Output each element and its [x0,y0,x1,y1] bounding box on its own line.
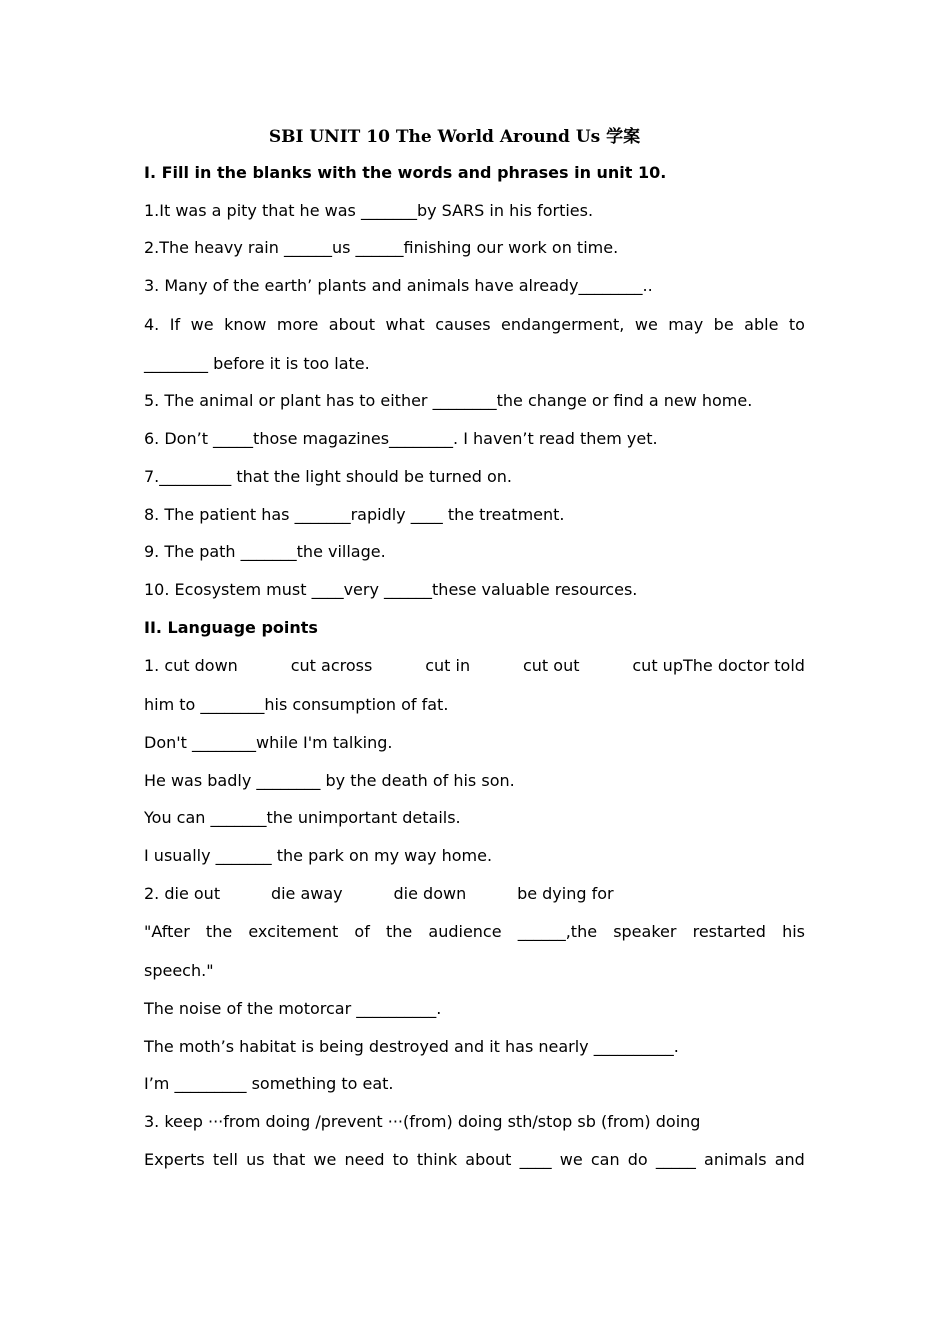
point-1-sentence: I usually _______ the park on my way home. [144,846,493,865]
question-9: 9. The path _______the village. [144,542,386,562]
point-2-sentence: The noise of the motorcar __________. [144,999,442,1019]
section-1-heading: I. Fill in the blanks with the words and phrases in unit 10. [144,163,667,182]
point-2-sentence-justified: "After the excitement of the audience ______,the speaker restarted his [144,922,805,942]
section-2-heading: II. Language points [144,617,318,637]
question-6: 6. Don’t _____those magazines________. I haven’t read them yet. [144,429,658,449]
point-2-sentence: The moth’s habitat is being destroyed and it has nearly __________. [144,1036,679,1056]
question-2: 2.The heavy rain ______us ______finishing our work on time. [144,238,619,258]
point-1-phrases: 1. cut down cut across cut in cut out cut upThe doctor told [144,656,805,676]
worksheet-page [144,120,805,1179]
point-2-sentence: I’m _________ something to eat. [144,1074,394,1094]
point-2-sentence: speech." [144,961,214,981]
point-3-sentence: Experts tell us that we need to think about ____ we can do _____ animals and [144,1149,805,1169]
question-10: 10. Ecosystem must ____very ______these valuable resources. [144,579,638,599]
point-1-sentence: Don't ________while I'm talking. [144,732,393,752]
point-3-phrases: 3. keep ···from doing /prevent ···(from) doing sth/stop sb (from) doing [144,1112,701,1132]
question-4: 4. If we know more about what causes endangerment, we may be able to [144,314,805,334]
point-1-sentence: He was badly ________ by the death of his son. [144,770,515,790]
question-4-continued: ________ before it is too late. [144,353,370,373]
page-title: SBI UNIT 10 The World Around Us 学案 [268,127,641,147]
question-1: 1.It was a pity that he was _______by SARS in his forties. [144,200,594,220]
point-2-phrases: 2. die out die away die down be dying for [144,883,614,903]
question-7: 7._________ that the light should be turned on. [144,466,512,486]
point-1-sentence: him to ________his consumption of fat. [144,695,449,715]
question-3: 3. Many of the earth’ plants and animals have already________.. [144,276,653,296]
point-1-sentence: You can _______the unimportant details. [144,808,461,828]
question-8: 8. The patient has _______rapidly ____ the treatment. [144,504,565,524]
question-5: 5. The animal or plant has to either ________the change or find a new home. [144,391,753,411]
